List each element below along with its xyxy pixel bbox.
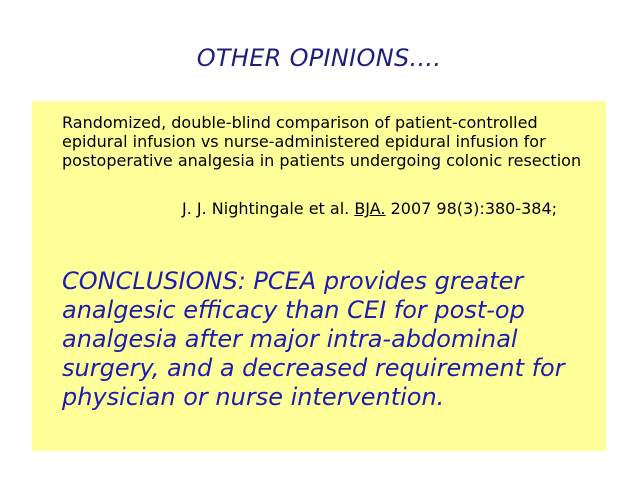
slide-title: OTHER OPINIONS.... <box>196 44 442 72</box>
citation-journal-link[interactable]: BJA. <box>354 199 386 218</box>
study-description: Randomized, double-blind comparison of patient-controlled epidural infusion vs nurse-administered epidural infusion for postoperative analgesia in patients undergoing colonic resection <box>62 113 582 170</box>
citation-authors: J. J. Nightingale et al. <box>182 199 350 218</box>
conclusions-text: CONCLUSIONS: PCEA provides greater analgesic efficacy than CEI for post-op analgesia after major intra-abdominal surgery, and a decreased requirement for physician or nurse intervention. <box>62 267 565 411</box>
content-box <box>32 101 606 451</box>
citation <box>182 199 557 219</box>
citation-reference: 2007 98(3):380-384; <box>390 199 558 218</box>
